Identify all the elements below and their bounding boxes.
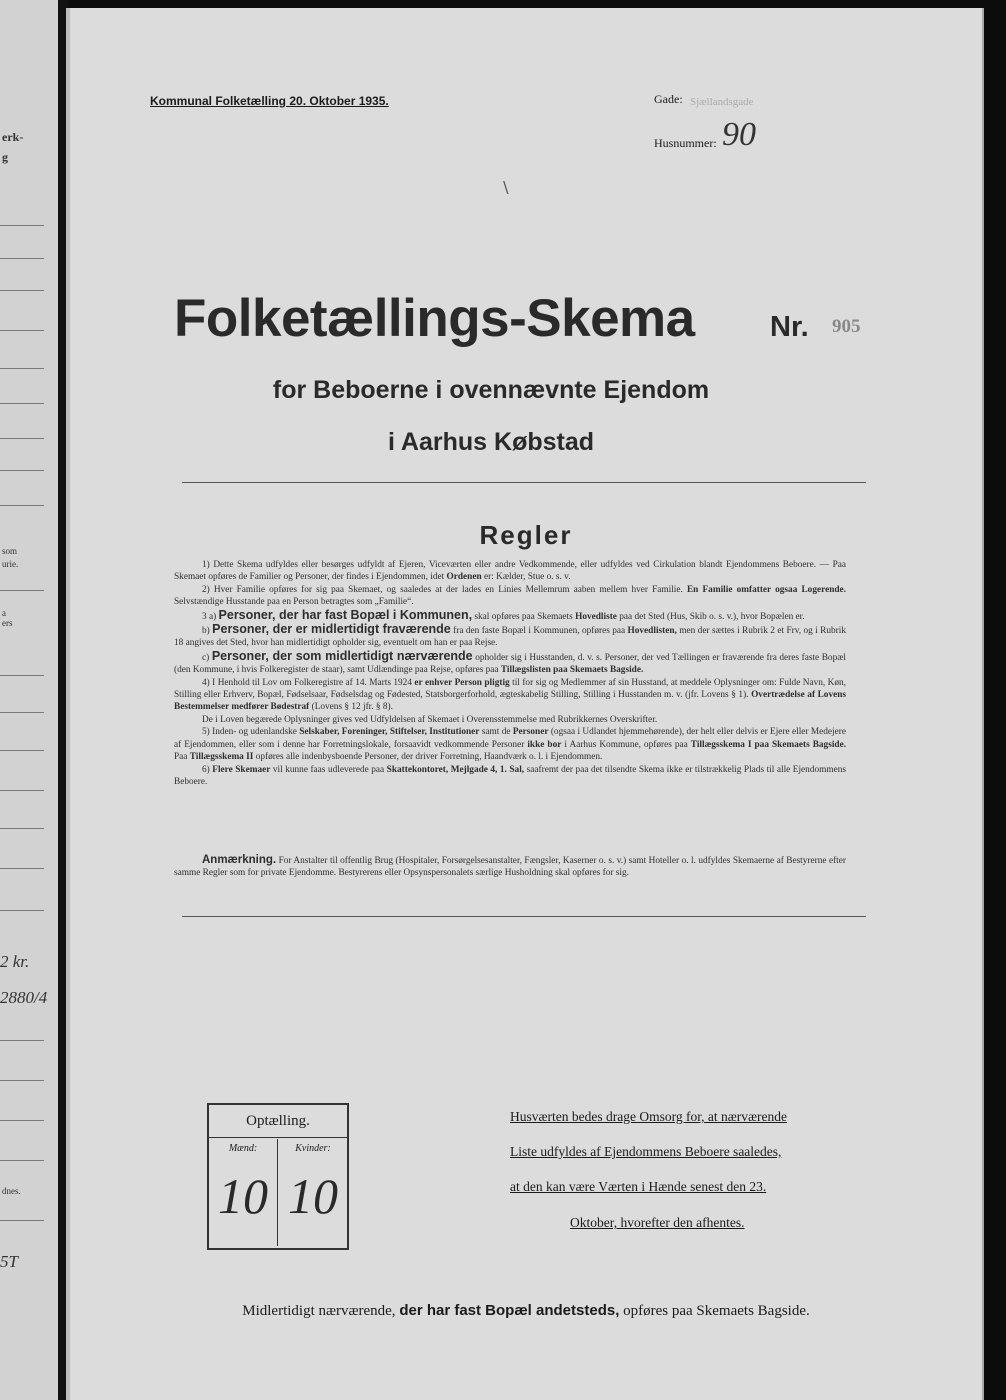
rule-3b: b) Personer, der er midlertidigt fraværende fra den faste Bopæl i Kommunen, opføres paa Hovedlisten, men der sættes i Rubrik 2 et Frv, og i Rubrik 18 angives det Sted, hvor han midlertidigt opholder sig, eventuelt om han er paa Rejse. — [174, 622, 846, 649]
kvinder-label: Kvinder: — [295, 1143, 331, 1154]
rule-4-extra: De i Loven begærede Oplysninger gives ved Udfyldelsen af Skemaet i Overensstemmelse med Rubrikkernes Overskrifter. — [202, 714, 658, 725]
left-page-fragment: a — [2, 608, 6, 618]
rule-5: 5) Inden- og udenlandske Selskaber, Foreninger, Stiftelser, Institutioner samt de Personer (ogsaa i Udlandet hjemmehørende), der helt eller delvis er Ejere eller Medejere af Ejendommen, eller som i denne har Forretningslokale, forsaavidt vedkommende Personer ikke bor i Aarhus Kommune, opføres paa Tillægsskema I paa Skemaets Bagside. Paa Tillægsskema II opføres alle indenbysboende Personer, der driver Forretning, Haandværk o. l. i Ejendommen. — [174, 727, 847, 763]
notice-line: Oktober, hvorefter den afhentes. — [570, 1215, 745, 1230]
rules-text — [174, 559, 846, 788]
ruled-line — [0, 225, 44, 226]
ruled-line — [0, 1040, 44, 1041]
ruled-line — [0, 868, 44, 869]
ruled-line — [0, 910, 44, 911]
subtitle-residents: for Beboerne i ovennævnte Ejendom — [272, 376, 710, 404]
ruled-line — [0, 330, 44, 331]
anmaerkning-text: Anmærkning. For Anstalter til offentlig Brug (Hospitaler, Forsørgelsesanstalter, Fængsler, Kaserner o. s. v.) samt Hoteller o. l. udfyldes Skemaerne af Bestyrerne efter samme Regler som for private Ejendomme. Bestyrerens eller Opsynspersonalets særlige Husholdning skal opføres for sig. — [174, 854, 846, 879]
left-page-handwriting: 5T — [0, 1252, 18, 1271]
ruled-line — [0, 590, 44, 591]
husnummer-value: 90 — [722, 116, 756, 153]
notice-line: Husværten bedes drage Omsorg for, at nærværende — [510, 1109, 788, 1124]
rule-2: 2) Hver Familie opføres for sig paa Skemaet, og saaledes at der lades en Linies Mellemrum aaben mellem hver Familie. En Familie omfatter ogsaa Logerende. Selvstændige Husstande paa en Person betragtes som „Familie“. — [174, 584, 846, 608]
left-page-fragment: urie. — [2, 559, 19, 569]
nr-value: 905 — [832, 316, 861, 337]
rule-4: 4) I Henhold til Lov om Folkeregistre af 14. Marts 1924 er enhver Person pligtig til for sig og Medlemmer af sin Husstand, at meddele Oplysninger om: Fulde Navn, Køn, Stilling eller Erhverv, Bopæl, Fødselsaar, Fødselsdag og Fødested, Statsborgerforhold, ægteskabelig Stilling, Stilling i Husstanden m. v. (jfr. Lovens § 1). Overtrædelse af Lovens Bestemmelser medfører Bødestraf (Lovens § 12 jfr. § 8). — [174, 677, 847, 713]
ruled-line — [0, 438, 44, 439]
ruled-line — [0, 505, 44, 506]
divider — [182, 482, 866, 483]
kvinder-count: 10 — [288, 1168, 338, 1224]
kvinder-column — [279, 1139, 347, 1246]
nr-label: Nr. — [770, 311, 809, 343]
maend-column — [209, 1139, 278, 1246]
left-adjacent-page — [0, 0, 58, 1400]
optaelling-box — [207, 1103, 349, 1250]
left-page-fragment: erk- — [2, 130, 24, 144]
ruled-line — [0, 828, 44, 829]
left-page-fragment: ers — [2, 618, 13, 628]
rule-1: 1) Dette Skema udfyldes eller besørges udfyldt af Ejeren, Viceværten eller andre Vedkommende, eller udfyldes ved Cirkulation blandt Ejendommens Beboere. — Paa Skemaet opføres de Familier og Personer, der findes i Ejendommen, idet Ordenen er: Kælder, Stue o. s. v. — [174, 560, 846, 583]
maend-label: Mænd: — [228, 1143, 258, 1154]
form-title: Folketællings-Skema — [174, 289, 695, 348]
ruled-line — [0, 470, 44, 471]
ruled-line — [0, 368, 44, 369]
optaelling-title: Optælling. — [209, 1105, 347, 1138]
rule-3a: 3 a) Personer, der har fast Bopæl i Kommunen, skal opføres paa Skemaets Hovedliste paa det Sted (Hus, Skib o. s. v.), hvor Bopælen er. — [202, 607, 805, 622]
left-page-handwriting: 2880/4 — [0, 988, 48, 1007]
maend-count: 10 — [218, 1168, 268, 1224]
notice-line: Liste udfyldes af Ejendommens Beboere saaledes, — [510, 1144, 782, 1159]
divider — [182, 916, 866, 917]
rule-3c: c) Personer, der som midlertidigt nærværende opholder sig i Husstanden, d. v. s. Personer, der ved Tællingen er fraværende fra deres faste Bopæl (den Kommune, i hvis Folkeregister de staar), samt Udlændinge paa Rejse, opføres paa Tillægslisten paa Skemaets Bagside. — [174, 648, 847, 676]
subtitle-city: i Aarhus Købstad — [387, 428, 595, 456]
ruled-line — [0, 1080, 44, 1081]
ruled-line — [0, 675, 44, 676]
ruled-line — [0, 1160, 44, 1161]
left-page-handwriting: 2 kr. — [0, 952, 30, 971]
rules-heading: Regler — [479, 520, 573, 550]
census-form-page — [66, 8, 982, 1400]
ruled-line — [0, 403, 44, 404]
footer-note: Midlertidigt nærværende, der har fast Bopæl andetsteds, opføres paa Skemaets Bagside. — [242, 1302, 810, 1319]
anmaerkning-heading: Anmærkning. — [202, 854, 277, 866]
ruled-line — [0, 290, 44, 291]
census-header: Kommunal Folketælling 20. Oktober 1935. — [150, 94, 389, 108]
ruled-line — [0, 790, 44, 791]
left-page-fragment: dnes. — [2, 1186, 21, 1196]
husnummer-label: Husnummer: — [654, 136, 717, 150]
left-page-fragment: g — [2, 150, 8, 164]
ruled-line — [0, 1220, 44, 1221]
ruled-line — [0, 712, 44, 713]
gade-value: Sjællandsgade — [690, 96, 754, 108]
rule-6: 6) Flere Skemaer vil kunne faas udleverede paa Skattekontoret, Mejlgade 4, 1. Sal, saafremt der paa det tilsendte Skema ikke er tilstrækkelig Plads til alle Ejendommens Beboere. — [174, 764, 846, 787]
ruled-line — [0, 1120, 44, 1121]
stamp-mark: ∖ — [500, 180, 511, 197]
gade-label: Gade: — [654, 92, 683, 106]
ruled-line — [0, 258, 44, 259]
left-page-fragment: som — [2, 546, 18, 556]
ruled-line — [0, 750, 44, 751]
notice-line: at den kan være Værten i Hænde senest den 23. — [510, 1179, 767, 1194]
